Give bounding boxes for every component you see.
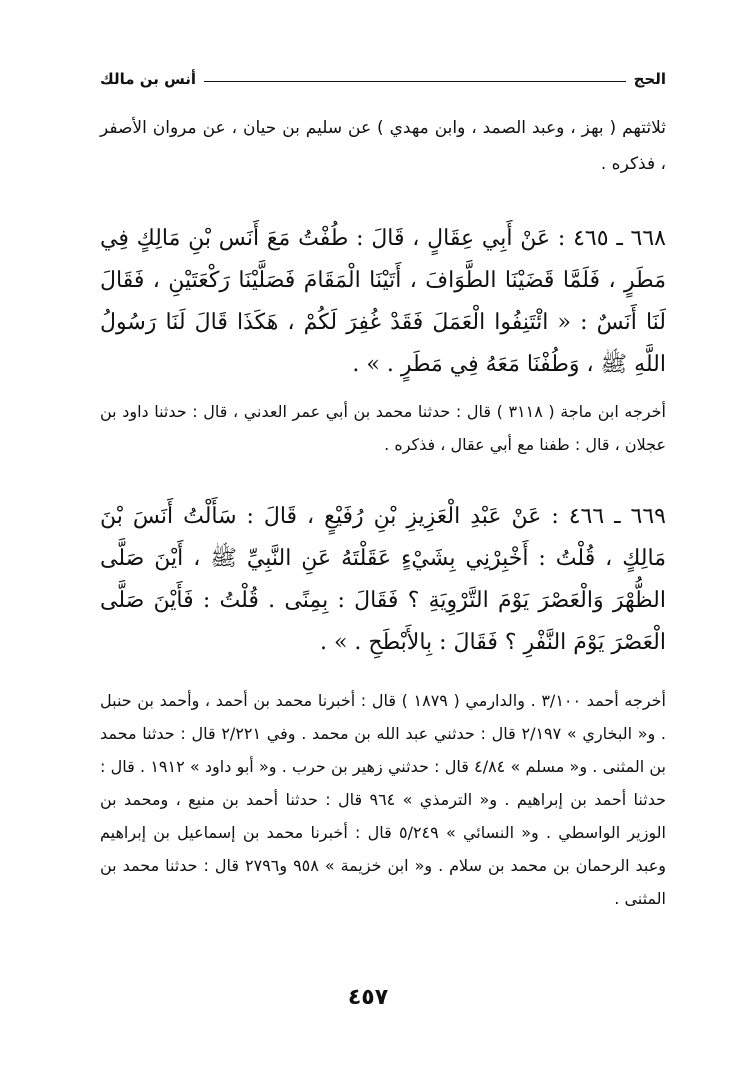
running-header — [100, 62, 666, 88]
hadith-668-takhrij: أخرجه ابن ماجة ( ٣١١٨ ) قال : حدثنا محمد بن أبي عمر العدني ، قال : حدثنا داود بن عجلان ، قال : طفنا مع أبي عقال ، فذكره . — [100, 402, 667, 454]
hadith-669-text: ٦٦٩ ـ ٤٦٦ : عَنْ عَبْدِ الْعَزِيزِ بْنِ رُفَيْعٍ ، قَالَ : سَأَلْتُ أَنَسَ بْنَ مَالِكٍ ، قُلْتُ : أَخْبِرْنِي بِشَيْءٍ عَقَلْتَهُ عَنِ النَّبِيِّ ﷺ ، أَيْنَ صَلَّى الظُّهْرَ وَالْعَصْرَ يَوْمَ التَّرْوِيَةِ ؟ فَقَالَ : بِمِنًى . قُلْتُ : فَأَيْنَ صَلَّى الْعَصْرَ يَوْمَ النَّفْرِ ؟ فَقَالَ : بِالأَبْطَحِ . » . — [100, 504, 666, 655]
page-number: ٤٥٧ — [347, 985, 389, 1010]
hadith-668-text: ٦٦٨ ـ ٤٦٥ : عَنْ أَبِي عِقَالٍ ، قَالَ : طُفْتُ مَعَ أَنَس بْنِ مَالِكٍ فِي مَطَرٍ ، فَلَمَّا قَضَيْنَا الطَّوَافَ ، أَتَيْنَا الْمَقَامَ فَصَلَّيْنَا رَكْعَتَيْنِ ، فَقَالَ لَنَا أَنَسٌ : « ائْتَنِفُوا الْعَمَلَ فَقَدْ غُفِرَ لَكُمْ ، هَكَذَا قَالَ لَنَا رَسُولُ اللَّهِ ﷺ ، وَطُفْنَا مَعَهُ فِي مَطَرٍ . » . — [100, 226, 666, 377]
previous-hadith-note: ثلاثتهم ( بهز ، وعبد الصمد ، وابن مهدي ) عن سليم بن حيان ، عن مروان الأصفر ، فذكره . — [100, 118, 666, 174]
hadith-669-takhrij: أخرجه أحمد ٣/١٠٠ . والدارمي ( ١٨٧٩ ) قال : أخبرنا محمد بن أحمد ، وأحمد بن حنبل . و« البخاري » ٢/١٩٧ قال : حدثني عبد الله بن محمد . وفي ٢/٢٢١ قال : حدثنا محمد بن المثنى . و« مسلم » ٤/٨٤ قال : حدثني زهير بن حرب . و« أبو داود » ١٩١٢ . قال : حدثنا أحمد بن إبراهيم . و« الترمذي » ٩٦٤ قال : حدثنا أحمد بن منيع ، ومحمد بن الوزير الواسطي . و« النسائي » ٥/٢٤٩ قال : أخبرنا محمد بن إسماعيل بن إبراهيم وعبد الرحمان بن محمد بن سلام . و« ابن خزيمة » ٩٥٨ و٢٧٩٦ قال : حدثنا محمد بن المثنى . — [100, 691, 667, 908]
header-chapter-title: الحج — [633, 70, 666, 88]
header-musnad-title: أنس بن مالك — [100, 70, 197, 88]
header-rule — [204, 81, 626, 82]
